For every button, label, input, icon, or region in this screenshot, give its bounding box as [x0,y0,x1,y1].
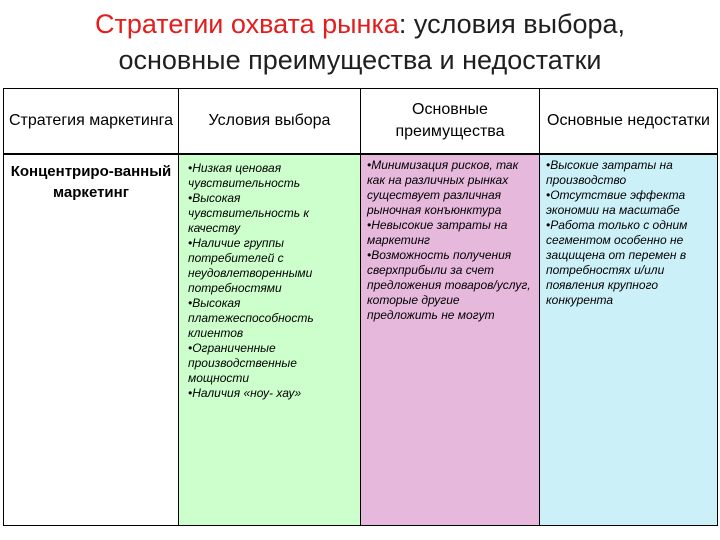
title-rest: : условия выбора, [398,9,625,39]
list-item: •Работа только с одним сегментом особенно не защищена от перемен в потребностях и/или появления крупного конкурента [546,218,688,307]
list-item: •Наличия «ноу- хау» [188,386,302,400]
list-item: •Возможность получения сверхприбыли за счет предложения товаров/услуг, которые другие предложить не могут [367,248,531,322]
advantages-list [361,155,539,525]
list-item: •Невысокие затраты на маркетинг [367,218,508,247]
list-item: •Наличие группы потребителей с неудовлетворенными потребностями [188,236,313,295]
list-item: •Высокая чувствительность к качеству [188,191,310,235]
slide-title [0,6,720,78]
list-item: •Высокие затраты на производство [546,158,673,187]
list-item: •Низкая ценовая чувствительность [188,161,301,190]
header-disadvantages: Основные недостатки [540,89,718,155]
conditions-cell [179,154,361,526]
list-item: •Высокая платежеспособность клиентов [188,296,314,340]
conditions-list [179,155,360,525]
title-line-2: основные преимущества и недостатки [118,45,602,75]
title-line-1 [0,6,720,42]
table-row [4,154,718,526]
strategy-table [3,88,718,526]
header-strategy: Стратегия маркетинга [4,89,179,155]
header-conditions: Условия выбора [179,89,361,155]
disadvantages-cell [540,154,718,526]
list-item: •Минимизация рисков, так как на различных рынках существует различная рыночная конъюнктура [367,158,519,217]
disadvantages-list [540,155,717,525]
list-item: •Ограниченные производственные мощности [188,341,297,385]
strategy-name: Концентриро-ванный маркетинг [4,154,179,526]
header-row [4,89,718,155]
header-advantages: Основные преимущества [361,89,540,155]
list-item: •Отсутствие эффекта экономии на масштабе [546,188,686,217]
title-accent: Стратегии охвата рынка [94,9,399,39]
advantages-cell [361,154,540,526]
